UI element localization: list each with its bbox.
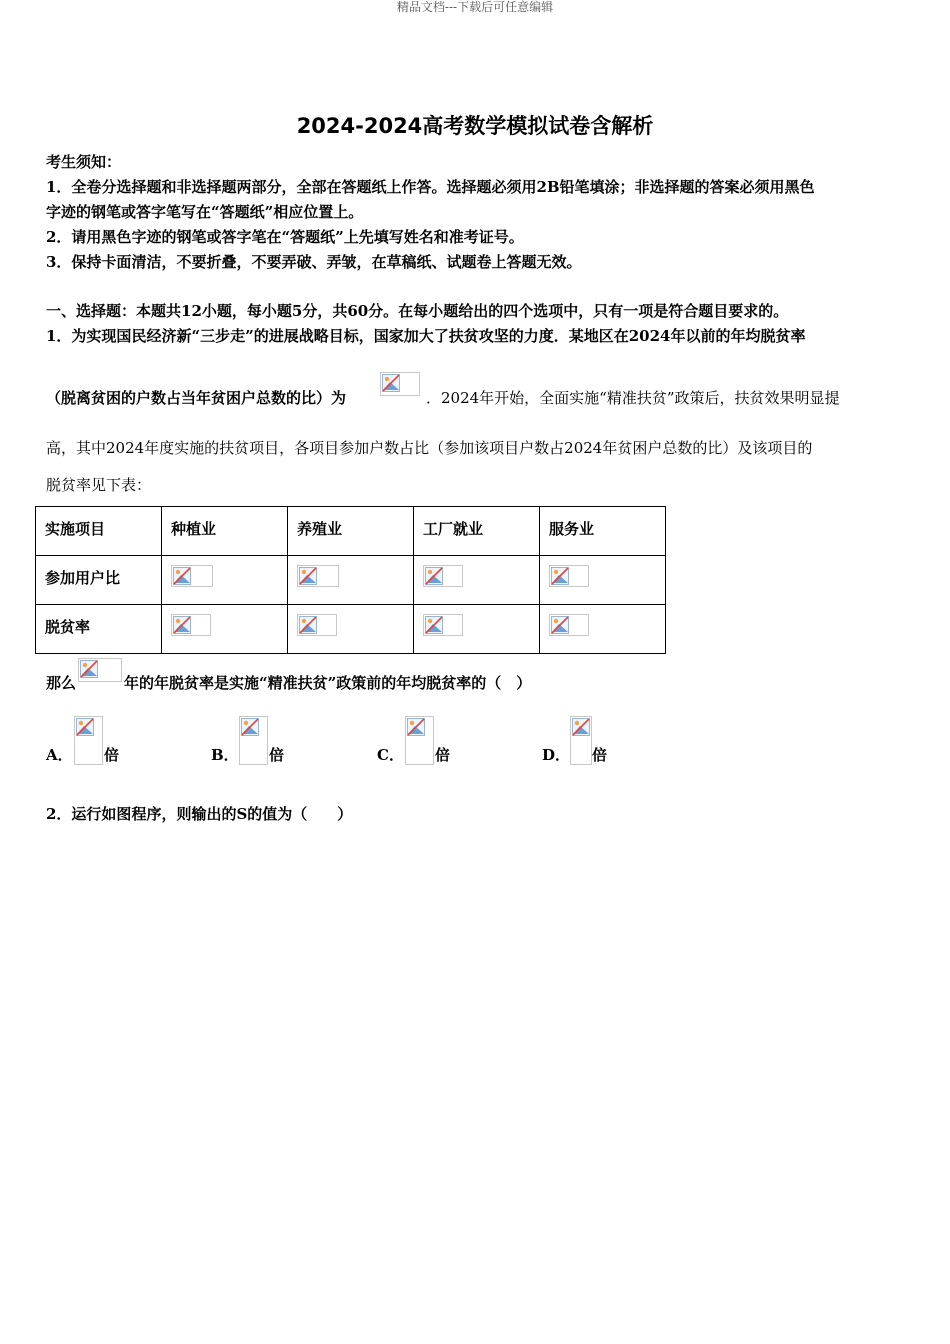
table-cell (540, 556, 666, 605)
row-label: 参加用户比 (45, 569, 121, 587)
broken-image-icon (572, 718, 590, 736)
q1-line2-a: （脱离贫困的户数占当年贫困户总数的比）为 (46, 389, 347, 407)
value-image (171, 614, 211, 636)
option-d-image (570, 716, 592, 765)
table-header-cell: 种植业 (171, 520, 217, 538)
option-a-label[interactable]: A． (46, 746, 73, 764)
notice-item-1: 1．全卷分选择题和非选择题两部分，全部在答题纸上作答。选择题必须用2B铅笔填涂；非选择题的答案必须用黑色 (46, 178, 815, 196)
table-row (36, 605, 666, 654)
q1-line4: 脱贫率见下表： (46, 476, 152, 494)
formula-image (78, 658, 122, 682)
q1-line1: 1．为实现国民经济新“三步走”的进展战略目标，国家加大了扶贫攻坚的力度．某地区在2024年以前的年均脱贫率 (46, 327, 806, 345)
value-image (423, 565, 463, 587)
table-cell (36, 507, 162, 556)
value-image (549, 565, 589, 587)
table-header-cell: 服务业 (549, 520, 595, 538)
table-cell (36, 605, 162, 654)
table-cell (162, 605, 288, 654)
table-header-cell: 养殖业 (297, 520, 343, 538)
table-row (36, 507, 666, 556)
option-c-image (405, 716, 434, 765)
option-a-suffix: 倍 (104, 746, 120, 764)
section-heading: 一、选择题：本题共12小题，每小题5分，共60分。在每小题给出的四个选项中，只有一项是符合题目要求的。 (46, 302, 789, 320)
header-note: 精品文档---下载后可任意编辑 (396, 0, 554, 14)
option-d-suffix: 倍 (592, 746, 608, 764)
option-b-image (239, 716, 268, 765)
value-image (297, 614, 337, 636)
broken-image-icon (76, 718, 94, 736)
value-image (549, 614, 589, 636)
table-cell (540, 605, 666, 654)
option-d-label[interactable]: D． (542, 746, 571, 764)
table-cell (162, 507, 288, 556)
table-cell (288, 507, 414, 556)
table-cell (36, 556, 162, 605)
table-cell (288, 605, 414, 654)
notice-item-2: 2．请用黑色字迹的钢笔或答字笔在“答题纸”上先填写姓名和准考证号。 (46, 228, 524, 246)
notice-heading: 考生须知： (46, 153, 122, 171)
option-c-label[interactable]: C． (377, 746, 404, 764)
q1-line3: 高，其中2024年度实施的扶贫项目，各项目参加户数占比（参加该项目户数占2024年贫困户总数的比）及该项目的 (46, 439, 813, 457)
page-title: 2024-2024高考数学模拟试卷含解析 (296, 114, 654, 138)
broken-image-icon (407, 718, 425, 736)
q1-question-b: 年的年脱贫率是实施“精准扶贫”政策前的年均脱贫率的（ ） (124, 674, 532, 692)
broken-image-icon (382, 374, 400, 392)
formula-image (380, 372, 420, 396)
q1-question-a: 那么 (46, 674, 77, 692)
broken-image-icon (173, 616, 191, 634)
table-cell (414, 605, 540, 654)
value-image (171, 565, 213, 587)
broken-image-icon (173, 567, 191, 585)
q2-text: 2．运行如图程序，则输出的S的值为（ ） (46, 805, 353, 823)
value-image (297, 565, 339, 587)
table-header-cell: 工厂就业 (423, 520, 484, 538)
option-b-suffix: 倍 (269, 746, 285, 764)
table-cell (162, 556, 288, 605)
value-image (423, 614, 463, 636)
broken-image-icon (241, 718, 259, 736)
broken-image-icon (425, 616, 443, 634)
table-cell (288, 556, 414, 605)
option-c-suffix: 倍 (435, 746, 451, 764)
table-row (36, 556, 666, 605)
broken-image-icon (425, 567, 443, 585)
row-label: 脱贫率 (45, 618, 91, 636)
table-cell (414, 507, 540, 556)
broken-image-icon (299, 567, 317, 585)
notice-item-1-cont: 字迹的钢笔或答字笔写在“答题纸”相应位置上。 (46, 203, 364, 221)
projects-table (35, 506, 666, 654)
table-cell (540, 507, 666, 556)
table-header-cell: 实施项目 (45, 520, 106, 538)
broken-image-icon (299, 616, 317, 634)
broken-image-icon (551, 567, 569, 585)
option-b-label[interactable]: B． (211, 746, 239, 764)
q1-line2-b: ．2024年开始，全面实施“精准扶贫”政策后，扶贫效果明显提 (426, 389, 840, 407)
broken-image-icon (551, 616, 569, 634)
notice-item-3: 3．保持卡面清洁，不要折叠，不要弄破、弄皱，在草稿纸、试题卷上答题无效。 (46, 253, 582, 271)
table-cell (414, 556, 540, 605)
option-a-image (74, 716, 103, 765)
broken-image-icon (80, 660, 98, 678)
